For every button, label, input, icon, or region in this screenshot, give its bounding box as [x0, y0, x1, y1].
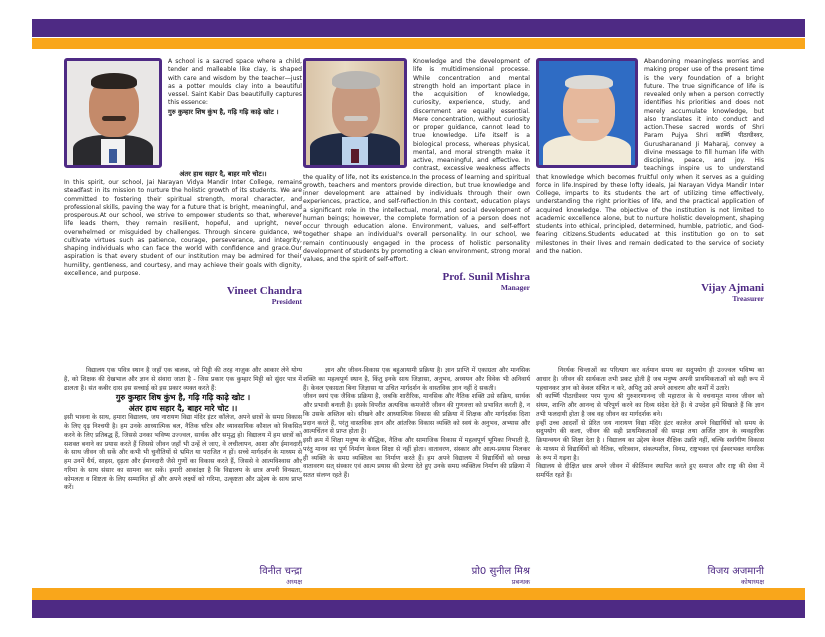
treasurer-signature	[536, 282, 764, 304]
manager-photo	[303, 58, 407, 168]
hindi-couplet-line1: गुरु कुम्हार शिष कुंभ है, गढ़ि गढ़ि काढ़े खोट ।	[115, 393, 251, 403]
manager-hindi-para2: जीवन स्वयं एक जैविक प्रक्रिया है, जबकि शारीरिक, मानसिक और नैतिक शक्ति उसे सक्रिय, सार्थक और प्रभावी बनाती है। इसके विपरीत अत्यधिक कमजोरी जीवन की गुणवत्ता को प्रभावित करती है, न कि उसके अस्तित्व को। सीखने और आध्यात्मिक विकास की प्रक्रिया में शिक्षक और मार्गदर्शक दिशा प्रदान करते हैं, परंतु वास्तविक ज्ञान और आंतरिक विकास व्यक्ति को स्वयं के अनुभव, अभ्यास और आत्मचिंतन से प्राप्त होता है।	[303, 393, 530, 436]
bottom-orange-band	[32, 588, 805, 600]
manager-name-hindi: प्रो0 सुनील मिश्र	[471, 566, 530, 577]
treasurer-message-hindi	[536, 367, 764, 481]
top-purple-band	[32, 19, 805, 37]
president-role-hindi: अध्यक्ष	[286, 578, 302, 586]
president-photo	[64, 58, 162, 168]
hindi-couplet-line2: अंतर हाथ सहार दै, बाहर मारे चोट ।।	[128, 403, 238, 413]
treasurer-name: Vijay Ajmani	[701, 282, 764, 294]
top-orange-band	[32, 38, 805, 49]
manager-hindi-para1: ज्ञान और जीवन-विकास एक बहुआयामी प्रक्रिया है। ज्ञान प्राप्ति में एकाग्रता और मानसिक शक्ति का महत्वपूर्ण स्थान है, किंतु इनके साथ जिज्ञासा, अनुभव, अध्ययन और विवेक भी अनिवार्य हैं। केवल एकाग्रता बिना जिज्ञासा या उचित मार्गदर्शन के वास्तविक ज्ञान नहीं दे सकती।	[303, 367, 530, 392]
president-role: President	[271, 297, 302, 306]
treasurer-photo	[536, 58, 638, 168]
president-hindi-intro: विद्यालय एक पवित्र स्थान है जहाँ एक बालक, जो मिट्टी की तरह नाज़ुक और आकार लेने योग्य है, को शिक्षक की देखभाल और ज्ञान से संवारा जाता है - जिस प्रकार एक कुम्हार मिट्टी को सुंदर पात्र में ढालता है। संत कबीर दास इस सच्चाई को इस प्रकार व्यक्त करते हैं:	[64, 367, 302, 392]
manager-role-hindi: प्रबन्धक	[511, 578, 530, 586]
manager-message-hindi	[303, 367, 530, 481]
kabir-couplet-line2: अंतर हाथ सहार दै, बाहर मारे चोट।।	[179, 170, 267, 178]
manager-signature-hindi	[303, 566, 530, 586]
president-message-hindi	[64, 367, 302, 493]
kabir-couplet-line1: गुरु कुम्हार शिष कुंभ है, गढ़ि गढ़ि काढ़े खोट ।	[168, 107, 279, 116]
treasurer-role: Treasurer	[732, 294, 764, 303]
president-name: Vineet Chandra	[226, 285, 302, 297]
manager-message-english	[303, 58, 530, 293]
president-hindi-body: इसी भावना के साथ, हमारा विद्यालय, जय नारायण विद्या मंदिर इंटर कॉलेज, अपने छात्रों के समग्र विकास के लिए दृढ़ निश्चयी है। हम उनके आध्यात्मिक बल, नैतिक चरित्र और व्यावसायिक कौशल को विकसित करने के लिए प्रतिबद्ध हैं, जिससे उनका भविष्य उज्ज्वल, सार्थक और समृद्ध हो। विद्यालय में हम छात्रों को सशक्त बनाने का प्रयास करते हैं जिससे जीवन जहाँ भी उन्हें ले जाए, वे लचीलापन, आशा और ईमानदारी के साथ जीवन जी सकें और कभी भी चुनौतियों से भ्रमित या पराजित न हों। सच्चे मार्गदर्शन के माध्यम से हम उनमें धैर्य, साहस, दृढ़ता और ईमानदारी जैसे गुणों का विकास करते हैं, जिससे वे आत्मविश्वास और गरिमा के साथ संसार का सामना कर सकें। हमारी आकांक्षा है कि विद्यालय के छात्र अपनी विनम्रता, कोमलता व शिष्टता के लिए सम्मानित हों और अपने लक्ष्यों को गरिमा, उत्कृष्टता और उद्देश्य के साथ प्राप्त करें।	[64, 414, 302, 492]
president-signature-hindi	[64, 566, 302, 586]
manager-role: Manager	[500, 283, 530, 293]
manager-name: Prof. Sunil Mishra	[442, 271, 530, 284]
president-message-english	[64, 58, 302, 307]
president-body: In this spirit, our school, Jai Narayan Vidya Mandir Inter College, remains steadfast in its mission to nurture the holistic growth of its students. We are committed to fostering their spiritual strength, moral character, and professional skills, paving the way for a future that is bright, meaningful, and prosperous.At our school, we strive to empower students so that, wherever life leads them, they remain resilient, hopeful, and upright, never overwhelmed or misguided by challenges. Through sincere guidance, we cultivate virtues such as patience, courage, perseverance, and integrity, shaping individuals who can face the world with confidence and grace.Our aspiration is that every student of our institution may be admired for their humility, gentleness, and courtesy, and may achieve their goals with dignity, excellence, and purpose.	[64, 179, 302, 277]
treasurer-role-hindi: कोषाध्यक्ष	[741, 578, 764, 586]
treasurer-hindi-para3: इन्हीं उच्च आदर्शों से प्रेरित जय नारायण विद्या मंदिर इंटर कालेज अपने विद्यार्थियों को समय के सदुपयोग की कला, जीवन की सही प्राथमिकताओं की समझ तथा अर्जित ज्ञान के व्यवहारिक क्रियान्वयन की शिक्षा देता है । विद्यालय का उद्देश्य केवल शैक्षिक उन्नति नहीं, बल्कि सर्वांगीण विकास के माध्यम से विद्यार्थियों को नैतिक, चरित्रवान, संकल्पशील, विनम्र, राष्ट्रभक्त एवं ईश्वरभक्त नागरिक के रूप में गढ़ना है।	[536, 419, 764, 462]
treasurer-hindi-para1: निरर्थक चिन्ताओं का परित्याग कर वर्तमान समय का सदुपयोग ही उज्ज्वल भविष्य का आधार है। जीवन की सार्थकता तभी प्रकट होती है जब मनुष्य अपनी प्राथमिकताओं को सही रूप में पहचानकर ज्ञान को केवल संचित न करे, अपितु उसे अपने आचरण और कर्मों में उतारे।	[536, 367, 764, 392]
president-intro: A school is a sacred space where a child, tender and malleable like clay, is shaped with care and wisdom by the teacher—just as a potter moulds clay into a beautiful vessel. Saint Kabir Das beautifully captures this essence:	[168, 58, 302, 107]
treasurer-message-english	[536, 58, 764, 304]
manager-hindi-para3: इसी क्रम में शिक्षा मनुष्य के बौद्धिक, नैतिक और सामाजिक विकास में महत्वपूर्ण भूमिका निभाती है, परंतु मानव का पूर्ण निर्माण केवल शिक्षा से नहीं होता। वातावरण, संस्कार और आत्म-प्रयास मिलकर ही व्यक्ति के समग्र व्यक्तित्व का निर्माण करते हैं। हम अपने विद्यालय में विद्यार्थियों को स्वच्छ वातावरण सत् संस्कार एवं आत्म प्रयास की प्रेरणा देते हुए उनके समग्र व्यक्तित्व निर्माण की प्रक्रिया में सतत संलग्न रहते हैं।	[303, 437, 530, 479]
treasurer-hindi-para4: विद्यालय से दीक्षित छात्र अपने जीवन में कीर्तिमान स्थापित करते हुए समाज और राष्ट्र की सेवा में समर्पित रहते हैं।	[536, 463, 764, 479]
president-signature	[64, 285, 302, 307]
manager-signature	[303, 271, 530, 293]
president-name-hindi: विनीत चन्द्रा	[259, 566, 302, 577]
treasurer-name-hindi: विजय अजमानी	[707, 566, 764, 577]
treasurer-hindi-para2: श्री कार्ष्णि पीठाधीश्वर परम पूज्य श्री गुरुशरणानन्द जी महाराज के ये वचनामृत मानव जीवन को संयम, शान्ति और आनन्द से परिपूर्ण करने का दिव्य संदेश देते हैं। ये उपदेश हमें सिखाते हैं कि ज्ञान तभी फलदायी होता है जब वह जीवन का मार्गदर्शक बने।	[536, 393, 764, 418]
bottom-purple-band	[32, 600, 805, 618]
treasurer-signature-hindi	[536, 566, 764, 586]
manager-body: Knowledge and the development of life is multidimensional processe. While concentration and mental strength hold an important place in the acquisition of knowledge, curiosity, experience, study, and discernment are equally essential. Mere concentration, without curiosity or proper guidance, cannot lead to true knowledge. Life itself is a biological process, whereas physical, mental, and moral strength make it active, meaningful, and effective. In contrast, excessive weakness affects the quality of life, not its existence.In the process of learning and spiritual growth, teachers and mentors provide direction, but true knowledge and inner development are attained by individuals through their own experiences, practice, and self-reflection.In this context, education plays a significant role in the intellectual, moral, and social development of human beings; however, the complete formation of a person does not occur through education alone. Environment, values, and self-effort together shape an individual's overall personality. In our school, we remain continuously engaged in the process of holistic personality development of students by promoting a clean environment, strong moral values, and the spirit of self-effort.	[303, 58, 530, 263]
treasurer-body: Abandoning meaningless worries and making proper use of the present time is the very foundation of a bright future. The true significance of life is revealed only when a person correctly identifies his priorities and does not merely accumulate knowledge, but also translates it into conduct and action.These sacred words of Shri Param Pujya Shri कार्ष्णि पीठाधीश्वर, Gurusharanand Ji Maharaj, convey a divine message to fill human life with discipline, peace, and joy. His teachings inspire us to understand that knowledge which becomes fruitful only when it serves as a guiding force in life.Inspired by these lofty ideals, Jai Narayan Vidya Mandir Inter College, imparts to its students the art of utilizing time effectively, understanding the right priorities of life, and the practical application of acquired knowledge. The objective of the institution is not limited to academic excellence alone, but to nurture holistic development, shaping students into ethical, principled, determined, humble, patriotic, and God-fearing citizens.Students educated at this institution go on to set milestones in their lives and remain dedicated to the service of society and the nation.	[536, 58, 764, 255]
